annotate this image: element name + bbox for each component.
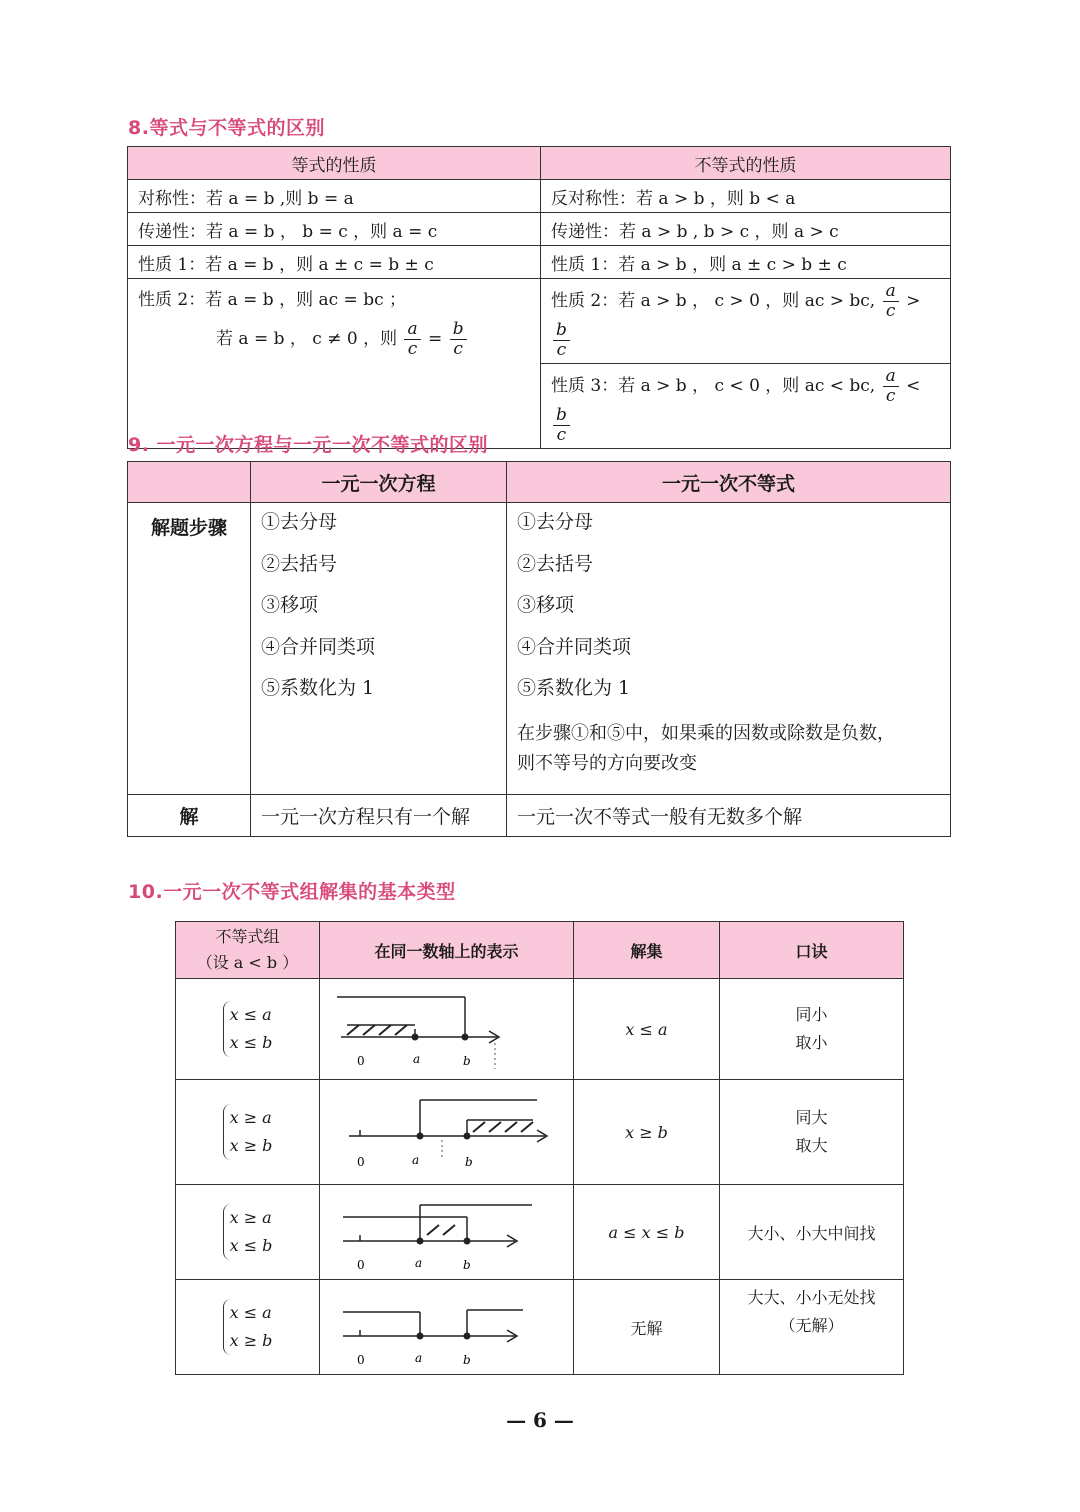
row-label-steps: 解题步骤 <box>128 503 251 795</box>
solution-set: x ≤ a <box>574 979 720 1080</box>
equals-sign: = <box>428 329 443 349</box>
system-cell <box>176 979 320 1080</box>
number-line-same-large <box>327 1080 567 1180</box>
table-row <box>176 1280 904 1375</box>
section10-title: 10.一元一次不等式组解集的基本类型 <box>128 881 456 903</box>
tick-label-b: b <box>462 1353 471 1367</box>
step-item: ③移项 <box>517 594 575 616</box>
inequality-steps <box>507 503 951 795</box>
number-line-same-small <box>327 979 567 1075</box>
table-row <box>176 1080 904 1185</box>
eq-transitivity: 传递性：若 a = b ， b = c ，则 a = c <box>128 213 541 246</box>
ineq-antisymmetry: 反对称性：若 a > b ，则 b < a <box>541 180 951 213</box>
fraction-a-over-c: $\frac{a}{c}$ <box>883 367 899 406</box>
fraction-b-over-c: $\frac{b}{c}$ <box>553 321 570 360</box>
step-item: ⑤系数化为 1 <box>517 677 631 699</box>
number-line-between <box>327 1185 567 1275</box>
page-number: — 6 — <box>506 1408 574 1432</box>
ineq-transitivity: 传递性：若 a > b , b > c ，则 a > c <box>541 213 951 246</box>
header-rhyme: 口诀 <box>720 922 904 979</box>
header-linear-equation: 一元一次方程 <box>251 462 507 503</box>
ineq-property-2: 性质 2：若 a > b ， c > 0 ，则 ac > bc, $\frac{a}{c}$ > $\frac{b}{c}$ <box>541 279 951 364</box>
header-inequality-properties: 不等式的性质 <box>541 147 951 180</box>
eq-property-1: 性质 1：若 a = b ，则 a ± c = b ± c <box>128 246 541 279</box>
tick-label-a: a <box>411 1153 419 1167</box>
header-equality-properties: 等式的性质 <box>128 147 541 180</box>
sign-reverse-note-2: 则不等号的方向要改变 <box>517 752 697 774</box>
fraction-a-over-c: $\frac{a}{c}$ <box>404 320 420 359</box>
table-row <box>176 1185 904 1280</box>
equation-steps <box>251 503 507 795</box>
tick-label-zero: 0 <box>356 1054 365 1068</box>
ineq-property-1: 性质 1：若 a > b ，则 a ± c > b ± c <box>541 246 951 279</box>
number-line-cell <box>320 1280 574 1375</box>
eq-property-2-condition: 若 a = b ， c ≠ 0 ，则 <box>216 329 398 349</box>
number-line-cell <box>320 1080 574 1185</box>
step-item: ①去分母 <box>261 511 338 533</box>
equation-solution-count: 一元一次方程只有一个解 <box>251 795 507 837</box>
step-item: ②去括号 <box>261 552 338 575</box>
system-brace: x ≥ a x ≤ b <box>223 1204 273 1260</box>
tick-label-zero: 0 <box>356 1258 365 1272</box>
fraction-a-over-c: $\frac{a}{c}$ <box>883 282 899 321</box>
fraction-b-over-c: $\frac{b}{c}$ <box>450 320 467 359</box>
less-sign: < <box>906 376 921 396</box>
tick-label-zero: 0 <box>356 1353 365 1367</box>
eq-property-2 <box>128 279 541 449</box>
tick-label-a: a <box>414 1256 422 1270</box>
system-brace: x ≥ a x ≥ b <box>223 1104 273 1160</box>
solution-set: 无解 <box>574 1280 720 1375</box>
ineq-property-3: 性质 3：若 a > b ， c < 0 ，则 ac < bc, $\frac{a}{c}$ < $\frac{b}{c}$ <box>541 364 951 449</box>
greater-sign: > <box>906 291 921 311</box>
row-label-solution: 解 <box>128 795 251 837</box>
header-system: 不等式组 （设 a < b ） <box>176 922 320 979</box>
equality-vs-inequality-table <box>127 146 951 449</box>
eq-property-2-line2 <box>216 320 530 359</box>
header-blank <box>128 462 251 503</box>
table-row <box>176 979 904 1080</box>
rhyme-cell: 同大 取大 <box>720 1080 904 1185</box>
system-brace: x ≤ a x ≤ b <box>223 1001 273 1057</box>
step-item: ①去分母 <box>517 511 594 533</box>
system-cell <box>176 1080 320 1185</box>
header-number-line: 在同一数轴上的表示 <box>320 922 574 979</box>
header-solution-set: 解集 <box>574 922 720 979</box>
solution-set: a ≤ x ≤ b <box>574 1185 720 1280</box>
header-linear-inequality: 一元一次不等式 <box>507 462 951 503</box>
system-cell <box>176 1280 320 1375</box>
fraction-b-over-c: $\frac{b}{c}$ <box>553 406 570 445</box>
section9-title: 9. 一元一次方程与一元一次不等式的区别 <box>128 434 489 456</box>
solution-set: x ≥ b <box>574 1080 720 1185</box>
equation-vs-inequality-table <box>127 461 951 837</box>
tick-label-zero: 0 <box>356 1155 365 1169</box>
rhyme-cell: 大小、小大中间找 <box>720 1185 904 1280</box>
step-item: ⑤系数化为 1 <box>261 677 375 699</box>
number-line-cell <box>320 1185 574 1280</box>
step-item: ③移项 <box>261 594 319 616</box>
step-item: ④合并同类项 <box>517 635 632 658</box>
number-line-cell <box>320 979 574 1080</box>
rhyme-cell: 同小 取小 <box>720 979 904 1080</box>
inequality-solution-count: 一元一次不等式一般有无数多个解 <box>507 795 951 837</box>
system-brace: x ≤ a x ≥ b <box>223 1299 273 1355</box>
tick-label-b: b <box>462 1054 471 1068</box>
tick-label-b: b <box>464 1155 473 1169</box>
number-line-no-solution <box>327 1280 567 1370</box>
eq-property-2-line1: 性质 2：若 a = b ，则 ac = bc ； <box>138 290 407 310</box>
sign-reverse-note-1: 在步骤①和⑤中，如果乘的因数或除数是负数， <box>517 722 895 744</box>
eq-symmetry: 对称性：若 a = b ,则 b = a <box>128 180 541 213</box>
tick-label-b: b <box>462 1258 471 1272</box>
tick-label-a: a <box>414 1351 422 1365</box>
rhyme-cell: 大大、小小无处找 （无解） <box>720 1280 904 1375</box>
inequality-system-solution-table <box>175 921 904 1375</box>
section8-title: 8.等式与不等式的区别 <box>128 117 325 139</box>
tick-label-a: a <box>412 1052 420 1066</box>
system-cell <box>176 1185 320 1280</box>
step-item: ②去括号 <box>517 552 594 575</box>
step-item: ④合并同类项 <box>261 635 376 658</box>
